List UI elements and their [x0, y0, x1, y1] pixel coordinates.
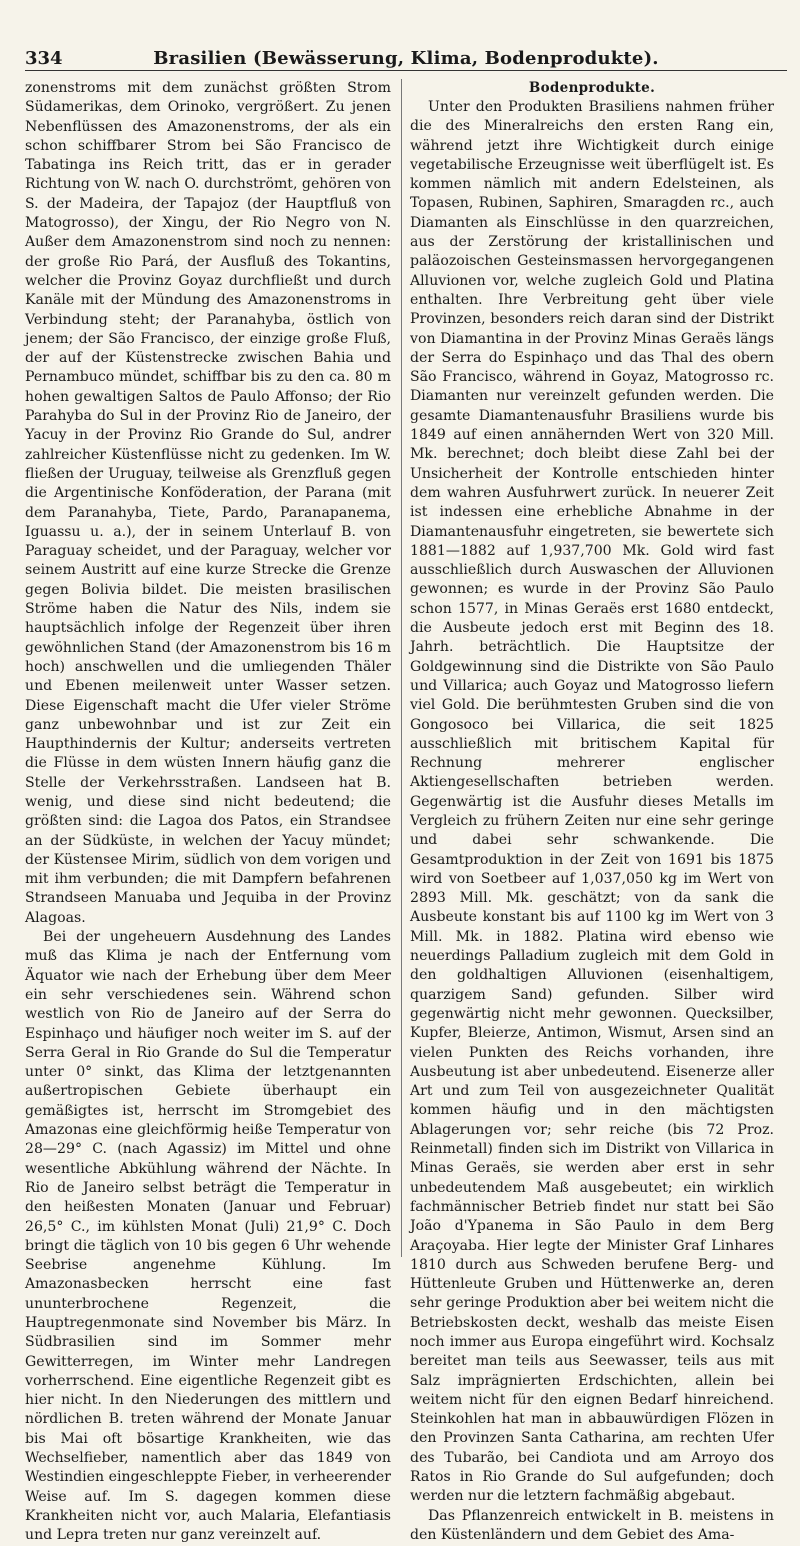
running-title: Brasilien (Bewässerung, Klima, Bodenprodukte). [153, 48, 659, 69]
paragraph-climate: Bei der ungeheuern Ausdehnung des Landes muß das Klima je nach der Entfernung vom Äquator wie nach der Erhebung über dem Meer ein sehr verschiedenes sein. Während schon westlich von Rio de Janeiro auf der Serra do Espinhaço und häufiger noch weiter im S. auf der Serra Geral in Rio Grande do Sul die Temperatur unter 0° sinkt, das Klima der letztgenannten außertropischen Gebiete überhaupt ein gemäßigtes ist, herrscht im Stromgebiet des Amazonas eine gleichförmig heiße Temperatur von 28—29° C. (nach Agassiz) im Mittel und ohne wesentliche Abkühlung während der Nächte. In Rio de Janeiro selbst beträgt die Temperatur in den heißesten Monaten (Januar und Februar) 26,5° C., im kühlsten Monat (Juli) 21,9° C. Doch bringt die täglich von 10 bis gegen 6 Uhr wehende Seebrise angenehme Kühlung. Im Amazonasbecken herrscht eine fast ununterbrochene Regenzeit, die Hauptregenmonate sind November bis März. In Südbrasilien sind im Sommer mehr Gewitterregen, im Winter mehr Landregen vorherrschend. Eine eigentliche Regenzeit gibt es hier nicht. In den Niederungen des mittlern und nördlichen B. treten während der Monate Januar bis Mai oft bösartige Krankheiten, wie das Wechselfieber, namentlich aber das 1849 von Westindien eingeschleppte Fieber, in verheerender Weise auf. Im S. dagegen kommen diese Krankheiten nicht vor, auch Malaria, Elefantiasis und Lepra treten nur ganz vereinzelt auf. [25, 929, 391, 1544]
page-number: 334 [25, 48, 63, 69]
section-heading: Bodenprodukte. [528, 80, 656, 96]
paragraph-rivers: zonenstroms mit dem zunächst größten Strom Südamerikas, dem Orinoko, vergrößert. Zu jenen Nebenflüssen des Amazonenstroms, der als ein schon schiffbarer Strom bei São Francisco de Tabatinga ins Reich tritt, das er in gerader Richtung von W. nach O. durchströmt, gehören von S. der Madeira, der Tapajoz (der Hauptfluß von Matogrosso), der Xingu, der Rio Negro von N. Außer dem Amazonenstrom sind noch zu nennen: der große Rio Pará, der Ausfluß des Tokantins, welcher die Provinz Goyaz durchfließt und durch Kanäle mit der Mündung des Amazonenstroms in Verbindung steht; der Paranahyba, östlich von jenem; der São Francisco, der einzige große Fluß, der auf der Küstenstrecke zwischen Bahia und Pernambuco mündet, schiffbar bis zu den ca. 80 m hohen gewaltigen Saltos de Paulo Affonso; der Rio Parahyba do Sul in der Provinz Rio de Janeiro, der Yacuy in der Provinz Rio Grande do Sul, andrer zahlreicher Küstenflüsse nicht zu gedenken. Im W. fließen der Uruguay, teilweise als Grenzfluß gegen die Argentinische Konföderation, der Parana (mit dem Paranahyba, Tiete, Pardo, Paranapanema, Iguassu u. a.), der in seinem Unterlauf B. von Paraguay scheidet, und der Paraguay, welcher vor seinem Austritt auf eine kurze Strecke die Grenze gegen Bolivia bildet. Die meisten brasilischen Ströme haben die Natur des Nils, indem sie hauptsächlich infolge der Regenzeit über ihren gewöhnlichen Stand (der Amazonenstrom bis 16 m hoch) anschwellen und die umliegenden Thäler und Ebenen meilenweit unter Wasser setzen. Diese Eigenschaft macht die Ufer vieler Ströme ganz unbewohnbar und ist zur Zeit ein Haupthindernis der Kultur; anderseits vertreten die Flüsse in dem wüsten Innern häufig ganz die Stelle der Verkehrsstraßen. Landseen hat B. wenig, und diese sind nicht bedeutend; die größten sind: die Lagoa dos Patos, ein Strandsee an der Südküste, in welchen der Yacuy mündet; der Küstensee Mirim, südlich von dem vorigen und mit ihm verbunden; die mit Dampfern befahrenen Strandseen Manuaba und Jequiba in der Provinz Alagoas. [25, 80, 392, 926]
paragraph-plants: Das Pflanzenreich entwickelt in B. meistens in den Küstenländern und dem Gebiet des Ama- [410, 1507, 774, 1543]
paragraph-minerals: Unter den Produkten Brasiliens nahmen früher die des Mineralreichs den ersten Rang ein, während jetzt ihre Wichtigkeit durch einige vegetabilische Erzeugnisse weit überflügelt ist. Es kommen nämlich mit andern Edelsteinen, als Topasen, Rubinen, Saphiren, Smaragden rc., auch Diamanten als Einschlüsse in den quarzreichen, aus der Zerstörung der kristallinischen und paläozoischen Gesteinsmassen hervorgegangenen Alluvionen vor, welche zugleich Gold und Platina enthalten. Ihre Verbreitung geht über viele Provinzen, besonders reich daran sind der Distrikt von Diamantina in der Provinz Minas Geraës längs der Serra do Espinhaço und das Thal des obern São Francisco, während in Goyaz, Matogrosso rc. Diamanten nur vereinzelt gefunden werden. Die gesamte Diamantenausfuhr Brasiliens wurde bis 1849 auf einen annähernden Wert von 320 Mill. Mk. berechnet; doch bleibt diese Zahl bei der Unsicherheit der Kontrolle entschieden hinter dem wahren Ausfuhrwert zurück. In neuerer Zeit ist indessen eine erhebliche Abnahme in der Diamantenausfuhr eingetreten, sie bewertete sich 1881—1882 auf 1,937,700 Mk. Gold wird fast ausschließlich durch Auswaschen der Alluvionen gewonnen; es wurde in der Provinz São Paulo schon 1577, in Minas Geraës erst 1680 entdeckt, die Ausbeute jedoch erst mit Beginn des 18. Jahrh. beträchtlich. Die Hauptsitze der Goldgewinnung sind die Distrikte von São Paulo und Villarica; auch Goyaz und Matogrosso liefern viel Gold. Die berühmtesten Gruben sind die von Gongosoco bei Villarica, die seit 1825 ausschließlich mit britischem Kapital für Rechnung mehrerer englischer Aktiengesellschaften betrieben werden. Gegenwärtig ist die Ausfuhr dieses Metalls im Vergleich zu frühern Zeiten nur eine sehr geringe und dabei sehr schwankende. Die Gesamtproduktion in der Zeit von 1691 bis 1875 wird von Soetbeer auf 1,037,050 kg im Wert von 2893 Mill. Mk. geschätzt; von da sank die Ausbeute konstant bis auf 1100 kg im Wert von 3 Mill. Mk. in 1882. Platina wird ebenso wie neuerdings Palladium zugleich mit dem Gold in den goldhaltigen Alluvionen (eisenhaltigem, quarzigem Sand) gefunden. Silber wird gegenwärtig nicht mehr gewonnen. Quecksilber, Kupfer, Bleierze, Antimon, Wismut, Arsen sind an vielen Punkten des Reichs vorhanden, ihre Ausbeutung ist aber unbedeutend. Eisenerze aller Art und zum Teil von ausgezeichneter Qualität kommen häufig und in den mächtigsten Ablagerungen vor; sehr reiche (bis 72 Proz. Reinmetall) finden sich im Distrikt von Villarica in Minas Geraës, sie werden aber erst in sehr unbedeutendem Maß ausgebeutet; ein wirklich fachmännischer Betrieb findet nur statt bei São João d'Ypanema in São Paulo in dem Berg Araçoyaba. Hier legte der Minister Graf Linhares 1810 durch aus Schweden berufene Berg- und Hüttenleute Gruben und Hüttenwerke an, deren sehr geringe Produktion aber bei weitem nicht die Betriebskosten deckt, weshalb das meiste Eisen noch immer aus Europa eingeführt wird. Kochsalz bereitet man teils aus Seewasser, teils aus mit Salz imprägnierten Erdschichten, allein bei weitem nicht für den eignen Bedarf hinreichend. Steinkohlen hat man in abbauwürdigen Flözen in den Provinzen Santa Catharina, am rechten Ufer des Tubarão, bei Candiota und am Arroyo dos Ratos in Rio Grande do Sul aufgefunden; doch werden nur die letztern fachmäßig abgebaut. [410, 99, 774, 1505]
left-column [25, 79, 391, 1546]
page-header [25, 44, 787, 71]
column-divider [401, 79, 402, 1257]
right-column [410, 79, 774, 1545]
